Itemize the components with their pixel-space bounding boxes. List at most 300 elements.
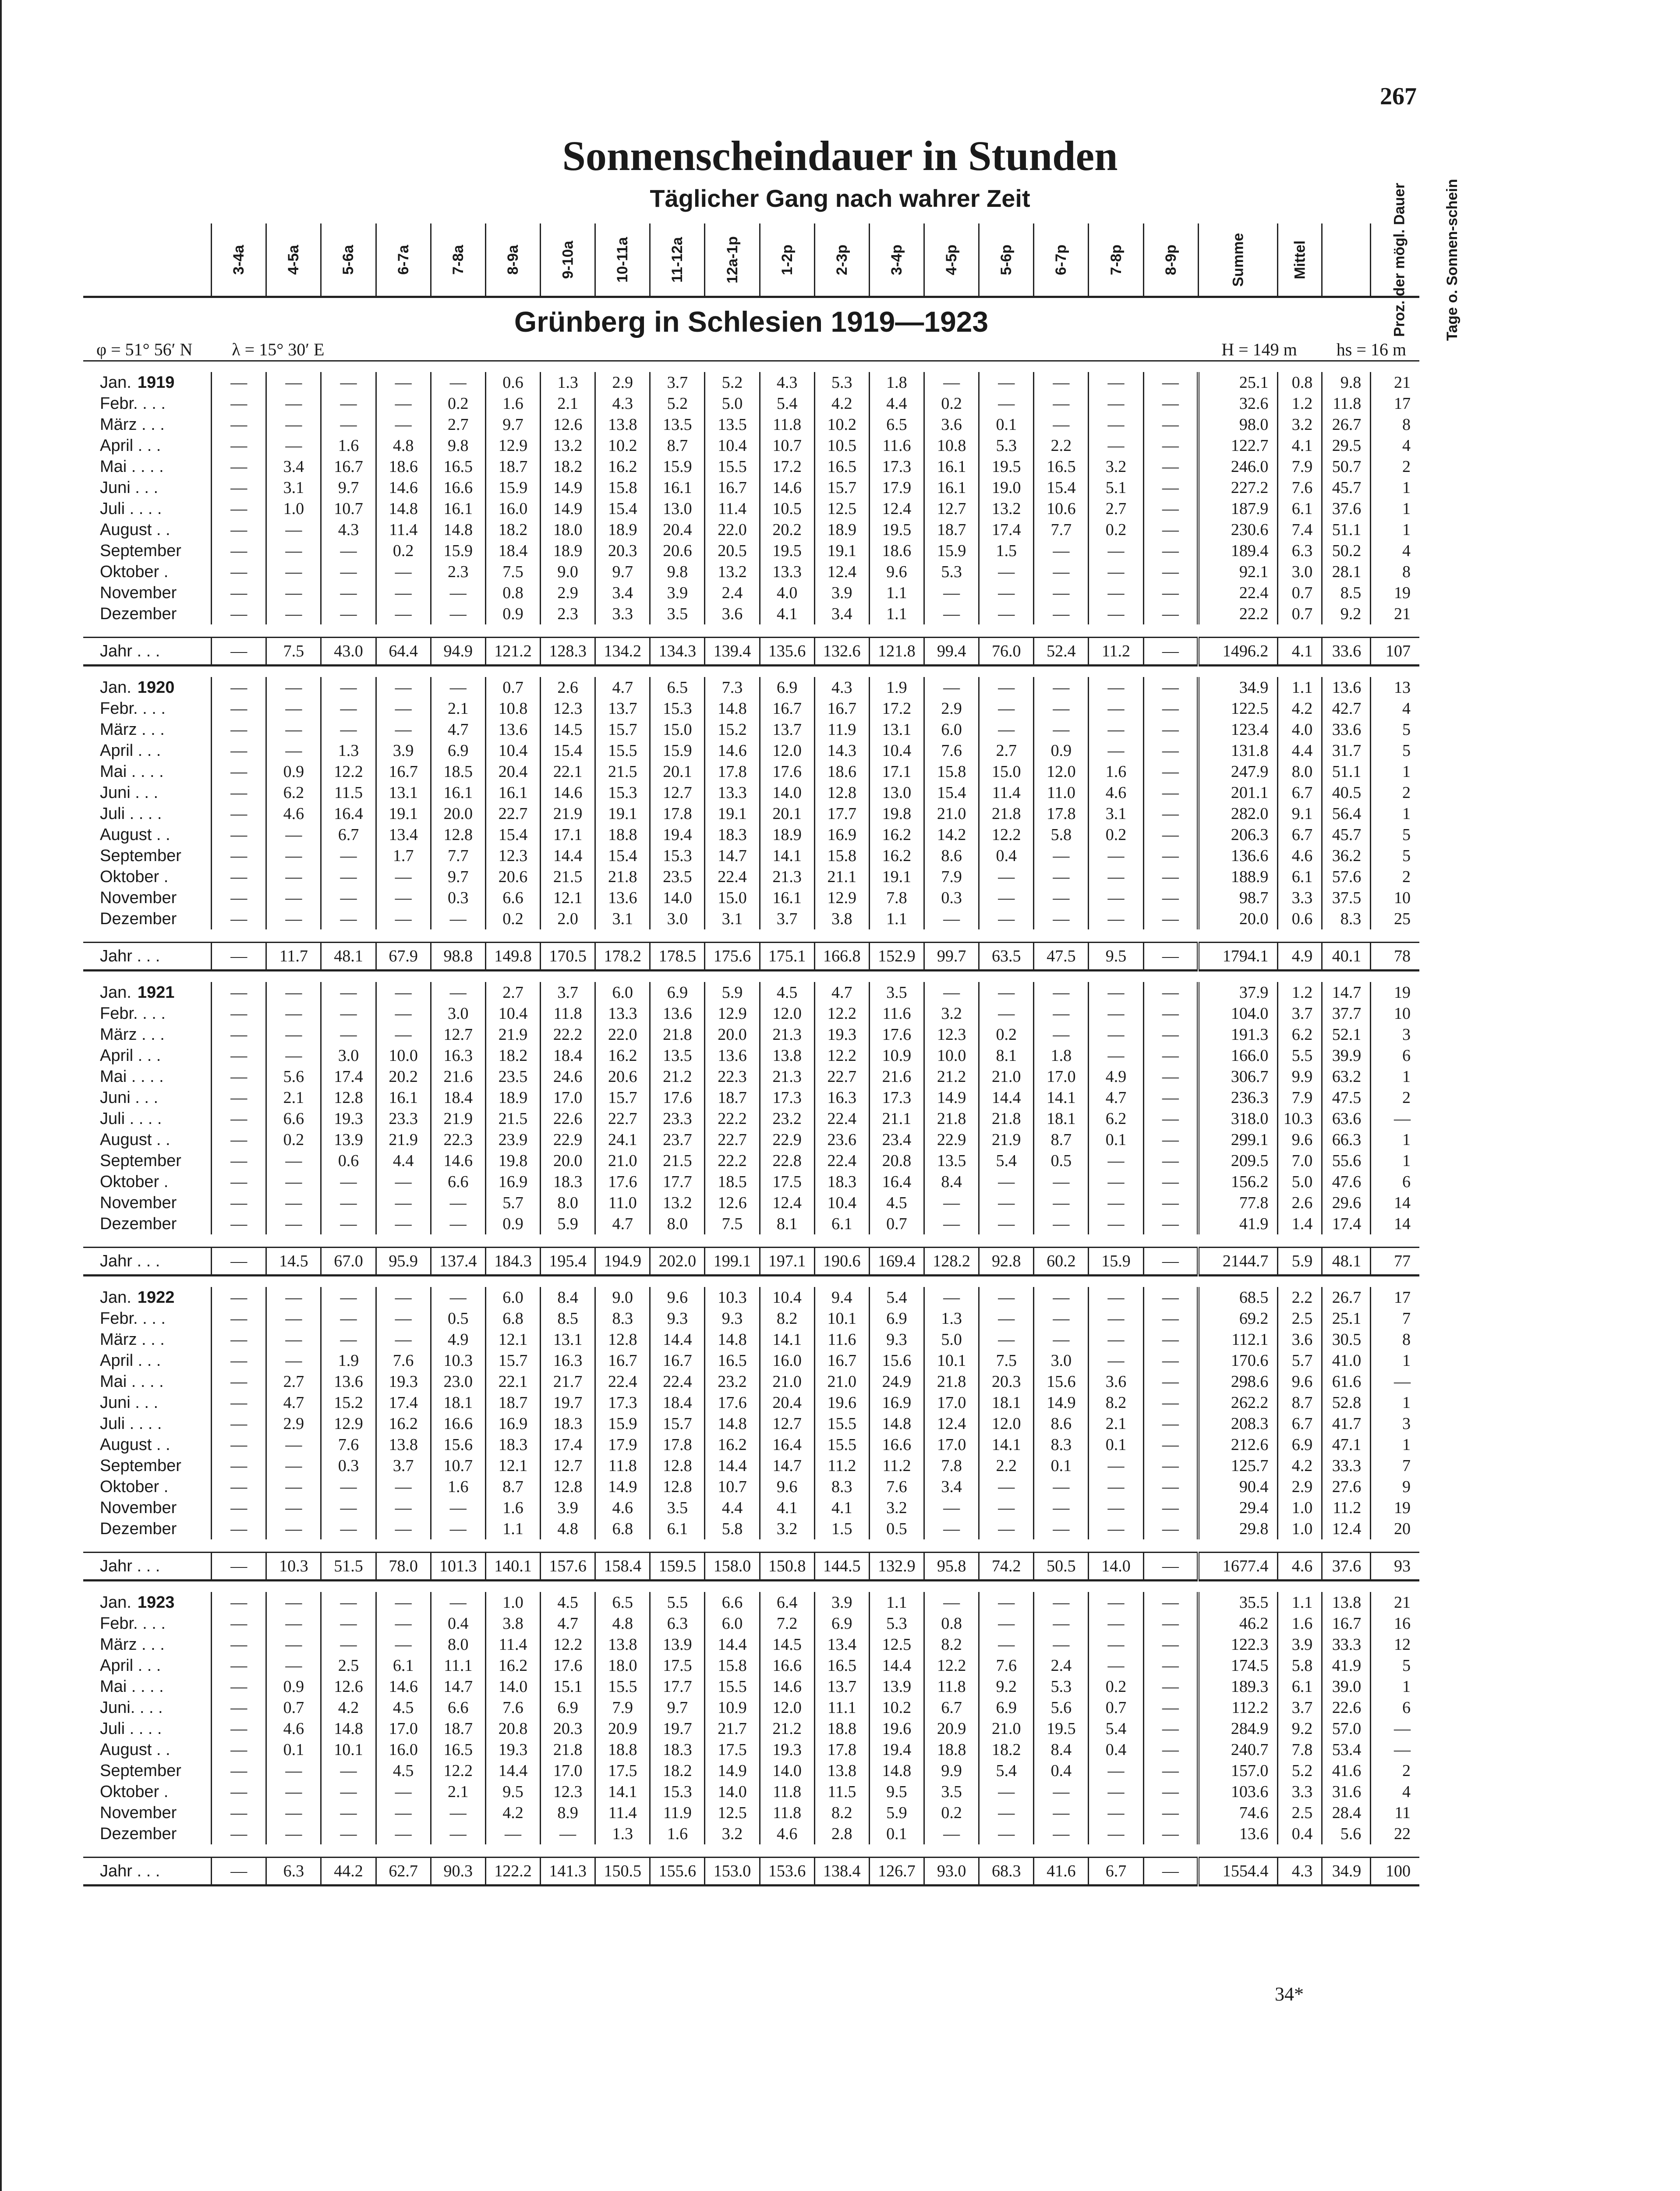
table-cell: 11.2 [1089,638,1143,666]
table-cell: 5 [1371,1655,1419,1676]
table-cell: 17.0 [924,1392,979,1413]
table-cell: 13.3 [705,782,760,803]
table-cell: 29.4 [1198,1497,1278,1518]
table-cell: 11.9 [650,1802,705,1823]
table-cell: 23.2 [760,1108,814,1129]
table-cell: 11.2 [814,1455,869,1476]
table-cell: — [1089,1823,1143,1844]
table-cell: 9.3 [705,1308,760,1329]
table-cell: — [321,1476,376,1497]
annual-total-row [83,943,1419,971]
table-cell: 1.9 [869,677,924,698]
month-label: Oktober . [100,867,169,886]
table-cell: — [1034,1024,1089,1045]
table-cell: 25.1 [1198,372,1278,393]
table-cell: — [924,582,979,603]
table-cell: — [376,561,431,582]
table-cell: 16.5 [814,456,869,477]
table-cell: 5 [1371,719,1419,740]
table-cell: 16.2 [705,1434,760,1455]
year-label: 1922 [137,1288,175,1307]
table-cell: 5.9 [1278,1248,1322,1276]
table-cell: 0.2 [924,393,979,414]
table-cell: 7.6 [1278,477,1322,498]
table-cell: 18.0 [595,1655,650,1676]
table-cell: 50.5 [1034,1553,1089,1581]
table-cell: 3.5 [650,603,705,624]
table-cell: 4.5 [541,1592,595,1613]
table-cell: 9 [1371,1476,1419,1497]
table-cell: 9.5 [1089,943,1143,971]
table-cell: 150.5 [595,1858,650,1886]
table-cell: 9.7 [485,414,540,435]
table-cell: — [431,1802,485,1823]
month-label: April . . . [100,1046,161,1065]
table-cell: 5.8 [1278,1655,1322,1676]
table-cell: — [979,1213,1034,1234]
table-cell: — [1143,1413,1198,1434]
table-row [83,1455,1419,1476]
table-cell: 0.8 [924,1613,979,1634]
table-cell: — [1034,1497,1089,1518]
table-cell: 16.0 [376,1739,431,1760]
table-cell: 2.6 [541,677,595,698]
table-cell: 11.8 [760,1802,814,1823]
table-cell: 11.7 [266,943,321,971]
table-cell: 230.6 [1198,519,1278,540]
month-label: April . . . [100,1351,161,1370]
table-cell: — [1034,561,1089,582]
table-cell: 0.4 [1089,1739,1143,1760]
table-cell: 14.8 [705,698,760,719]
table-cell: 17.0 [924,1434,979,1455]
table-cell: 14.0 [1089,1553,1143,1581]
table-cell: 7.0 [1278,1150,1322,1171]
table-cell: — [212,1518,266,1539]
table-cell: 9.7 [321,477,376,498]
month-label: Juni. . . . [100,1698,163,1717]
table-cell: 17.1 [869,761,924,782]
table-cell: 126.7 [869,1858,924,1886]
table-cell: — [212,1823,266,1844]
table-cell: 16.0 [760,1350,814,1371]
table-cell: — [1089,540,1143,561]
table-cell: — [212,982,266,1003]
table-cell: 0.5 [869,1518,924,1539]
table-cell: — [212,1192,266,1213]
table-cell: — [266,1171,321,1192]
table-cell: — [1143,1697,1198,1718]
table-cell: — [321,1634,376,1655]
table-cell: 1.2 [1278,982,1322,1003]
month-label: Dezember [100,909,177,928]
table-cell: 0.9 [485,603,540,624]
table-cell: 18.0 [541,519,595,540]
table-cell: 10.3 [1278,1108,1322,1129]
table-cell: 1.5 [814,1518,869,1539]
column-header-label: 8-9p [1162,244,1179,275]
table-cell: — [1143,1171,1198,1192]
table-cell: 7.6 [376,1350,431,1371]
table-cell: — [266,603,321,624]
table-cell: 18.8 [924,1739,979,1760]
table-cell: 12.8 [431,824,485,845]
table-cell: 5 [1371,824,1419,845]
table-cell: 21.8 [924,1371,979,1392]
table-cell: 16.2 [595,1045,650,1066]
table-cell: — [376,1823,431,1844]
table-cell: 5.9 [705,982,760,1003]
table-cell: 41.9 [1198,1213,1278,1234]
table-cell: 20.8 [485,1718,540,1739]
table-cell: — [376,582,431,603]
column-header-12 [869,223,924,297]
table-cell: 8.3 [1034,1434,1089,1455]
table-cell: 21.0 [814,1371,869,1392]
table-cell: 10.7 [760,435,814,456]
table-cell: 12.6 [541,414,595,435]
table-cell: 15.0 [650,719,705,740]
table-cell: 9.8 [1322,372,1371,393]
table-cell: 13.2 [541,435,595,456]
table-cell: 6.7 [1278,1413,1322,1434]
table-cell: 17.6 [595,1171,650,1192]
table-cell: 18.7 [431,1718,485,1739]
table-cell: — [212,1213,266,1234]
table-cell: — [1034,372,1089,393]
table-cell: 16.1 [760,887,814,908]
table-cell: 246.0 [1198,456,1278,477]
table-cell: 6.1 [814,1213,869,1234]
table-cell: 0.2 [1089,519,1143,540]
table-cell: 16.1 [431,782,485,803]
table-cell: 1 [1371,1676,1419,1697]
table-cell: 17.2 [760,456,814,477]
table-cell: — [1143,698,1198,719]
table-cell: 4.6 [266,1718,321,1739]
table-cell: 0.9 [485,1213,540,1234]
table-cell: — [1143,824,1198,845]
table-cell: 21.6 [869,1066,924,1087]
table-cell: 0.7 [1278,582,1322,603]
table-cell: 0.7 [485,677,540,698]
table-cell: 125.7 [1198,1455,1278,1476]
table-cell: 0.6 [321,1150,376,1171]
table-cell: 14.0 [650,887,705,908]
table-cell: 52.4 [1034,638,1089,666]
table-cell: — [1143,761,1198,782]
table-cell: 21.9 [541,803,595,824]
table-cell: 21.2 [650,1066,705,1087]
table-cell: 7.6 [321,1434,376,1455]
table-cell: 8.9 [541,1802,595,1823]
table-cell: 3.2 [705,1823,760,1844]
table-row [83,1823,1419,1844]
table-row [83,1066,1419,1087]
table-cell: 20.2 [760,519,814,540]
table-cell: — [1143,1718,1198,1739]
table-cell: — [266,414,321,435]
month-label: Mai . . . . [100,457,164,476]
table-cell: 17.5 [705,1739,760,1760]
table-cell: 21.0 [979,1718,1034,1739]
table-cell: — [376,1518,431,1539]
table-cell: — [924,1823,979,1844]
table-row [83,1192,1419,1213]
table-cell: 10.6 [1034,498,1089,519]
table-cell: 14.6 [760,1676,814,1697]
table-cell: 20.3 [541,1718,595,1739]
table-cell: 12.4 [760,1192,814,1213]
table-cell: — [266,719,321,740]
table-cell: 16.7 [376,761,431,782]
table-cell: — [1034,866,1089,887]
table-cell: 12.9 [321,1413,376,1434]
table-row [83,603,1419,624]
table-cell: 2.9 [1278,1476,1322,1497]
table-cell: — [1089,1150,1143,1171]
table-cell: — [1034,908,1089,929]
table-cell: 10.7 [321,498,376,519]
table-cell: 1 [1371,1129,1419,1150]
table-cell: — [1143,1329,1198,1350]
table-cell: 0.3 [321,1455,376,1476]
table-cell: 57.0 [1322,1718,1371,1739]
table-cell: — [1034,677,1089,698]
table-cell: — [321,845,376,866]
table-cell: 92.8 [979,1248,1034,1276]
table-cell: 10.7 [705,1476,760,1497]
annual-label: Jahr . . . [83,1248,212,1276]
table-cell: 8.2 [814,1802,869,1823]
table-cell: 103.6 [1198,1781,1278,1802]
table-cell: 4.9 [431,1329,485,1350]
table-cell: 17.6 [541,1655,595,1676]
table-cell: 21 [1371,603,1419,624]
table-cell: 4.5 [869,1192,924,1213]
table-cell: 12.3 [924,1024,979,1045]
table-row [83,1655,1419,1676]
table-cell: 3.8 [814,908,869,929]
table-cell: — [321,1781,376,1802]
table-cell: 22.4 [814,1150,869,1171]
table-cell: 13.6 [485,719,540,740]
table-cell: 19.5 [869,519,924,540]
table-cell: 7.6 [485,1697,540,1718]
table-cell: 12.3 [485,845,540,866]
table-cell: — [266,519,321,540]
table-cell: 174.5 [1198,1655,1278,1676]
table-cell: — [212,1497,266,1518]
table-cell: 4.3 [814,677,869,698]
table-cell: 7.8 [869,887,924,908]
table-cell: 18.7 [705,1087,760,1108]
table-cell: 7.2 [760,1613,814,1634]
table-cell: 262.2 [1198,1392,1278,1413]
table-cell: 21.0 [924,803,979,824]
table-cell: 15.8 [924,761,979,782]
table-cell: — [212,414,266,435]
table-cell: 16.6 [431,477,485,498]
table-cell: 14.9 [1034,1392,1089,1413]
table-cell: 18.4 [485,540,540,561]
table-cell: 3.2 [760,1518,814,1539]
table-cell: — [321,1518,376,1539]
month-label: März . . . [100,1635,165,1654]
table-cell: — [924,372,979,393]
table-cell: 14.6 [431,1150,485,1171]
table-cell: — [1143,1287,1198,1308]
table-cell: 17.6 [650,1087,705,1108]
table-cell: 132.9 [869,1553,924,1581]
table-cell: 19.8 [869,803,924,824]
table-cell: — [1143,1655,1198,1676]
table-cell: 2.3 [431,561,485,582]
table-cell: 4.6 [595,1497,650,1518]
table-cell: — [1034,393,1089,414]
table-row [83,845,1419,866]
table-cell: 121.2 [485,638,540,666]
table-cell: 21.3 [760,1024,814,1045]
column-header-label: 8-9a [504,245,521,275]
column-header-18 [1198,223,1278,297]
column-header-1 [266,223,321,297]
table-cell: 22 [1371,1823,1419,1844]
table-cell: 23.6 [814,1129,869,1150]
table-cell: 4.1 [760,603,814,624]
table-cell: 19.1 [869,866,924,887]
table-cell: 78.0 [376,1553,431,1581]
column-header-19 [1278,223,1322,297]
table-cell: — [266,1045,321,1066]
table-cell: — [212,1150,266,1171]
table-cell: 0.9 [266,761,321,782]
table-cell: — [1143,1087,1198,1108]
table-cell: 22.8 [760,1150,814,1171]
table-cell: 137.4 [431,1248,485,1276]
table-cell: — [212,1171,266,1192]
table-cell: 4.6 [1278,845,1322,866]
table-cell: 16.5 [431,456,485,477]
table-cell: 12.7 [431,1024,485,1045]
table-cell: 11.4 [705,498,760,519]
table-cell: 15.7 [595,1087,650,1108]
table-cell: 190.6 [814,1248,869,1276]
table-cell: — [376,908,431,929]
table-cell: 8.1 [760,1213,814,1234]
table-cell: 6.9 [760,677,814,698]
table-cell: 141.3 [541,1858,595,1886]
table-cell: — [266,866,321,887]
month-label: Dezember [100,1824,177,1843]
table-cell: 21.6 [431,1066,485,1087]
table-cell: — [376,1634,431,1655]
table-cell: 51.5 [321,1553,376,1581]
table-cell: — [1143,1455,1198,1476]
table-cell: 12.3 [541,698,595,719]
table-cell: — [212,372,266,393]
table-cell: 16.9 [869,1392,924,1413]
station-coordinates-row [83,338,1419,361]
table-cell: 21 [1371,1592,1419,1613]
table-cell: 8.2 [924,1634,979,1655]
table-cell: 13.0 [650,498,705,519]
table-cell: 1.6 [1089,761,1143,782]
table-cell: 1.3 [595,1823,650,1844]
table-cell: — [979,1823,1034,1844]
table-cell: 18.4 [541,1045,595,1066]
table-cell: 19.3 [814,1024,869,1045]
table-cell: 5.0 [705,393,760,414]
table-cell: 4.6 [266,803,321,824]
table-cell: 20.6 [485,866,540,887]
table-cell: 4.6 [1089,782,1143,803]
table-cell: 15.9 [1089,1248,1143,1276]
table-cell: — [1089,1781,1143,1802]
table-cell: — [1089,1655,1143,1676]
table-cell: 5.6 [1322,1823,1371,1844]
table-cell: 4.7 [595,1213,650,1234]
table-cell: — [1371,1108,1419,1129]
table-cell: — [979,1802,1034,1823]
table-cell: — [924,1518,979,1539]
month-label: Oktober . [100,1782,169,1801]
table-cell: 5.1 [1089,477,1143,498]
table-cell: 10.5 [760,498,814,519]
month-label: Oktober . [100,1172,169,1191]
table-cell: 18.2 [650,1760,705,1781]
table-cell: 11.9 [814,719,869,740]
table-cell: — [376,719,431,740]
table-row [83,677,1419,698]
table-cell: 6.1 [376,1655,431,1676]
table-cell: 4 [1371,1781,1419,1802]
table-cell: 14.7 [705,845,760,866]
table-cell: 18.6 [869,540,924,561]
table-cell: 1496.2 [1198,638,1278,666]
table-cell: 19.7 [541,1392,595,1413]
table-cell: 12.1 [541,887,595,908]
table-cell: 3 [1371,1024,1419,1045]
table-cell: 135.6 [760,638,814,666]
table-cell: 20.0 [541,1150,595,1171]
table-cell: 166.0 [1198,1045,1278,1066]
table-cell: 92.1 [1198,561,1278,582]
table-cell: — [212,761,266,782]
table-cell: 24.6 [541,1066,595,1087]
table-cell: 6.7 [1089,1858,1143,1886]
table-cell: 9.8 [650,561,705,582]
table-cell: 7.3 [705,677,760,698]
table-cell: 10.4 [869,740,924,761]
table-cell: — [1371,1718,1419,1739]
table-cell: 14.9 [541,498,595,519]
table-cell: — [1034,1476,1089,1497]
table-cell: 4.9 [1089,1066,1143,1087]
table-cell: 0.7 [1278,603,1322,624]
table-cell: 3.3 [595,603,650,624]
table-cell: 0.5 [431,1308,485,1329]
table-cell: 16.6 [869,1434,924,1455]
table-cell: 23.3 [650,1108,705,1129]
table-cell: — [266,1350,321,1371]
table-cell: — [266,1213,321,1234]
table-cell: 4.1 [760,1497,814,1518]
table-cell: 16.7 [814,1350,869,1371]
table-cell: 3.9 [650,582,705,603]
table-cell: 18.7 [485,456,540,477]
table-cell: 7.6 [869,1476,924,1497]
